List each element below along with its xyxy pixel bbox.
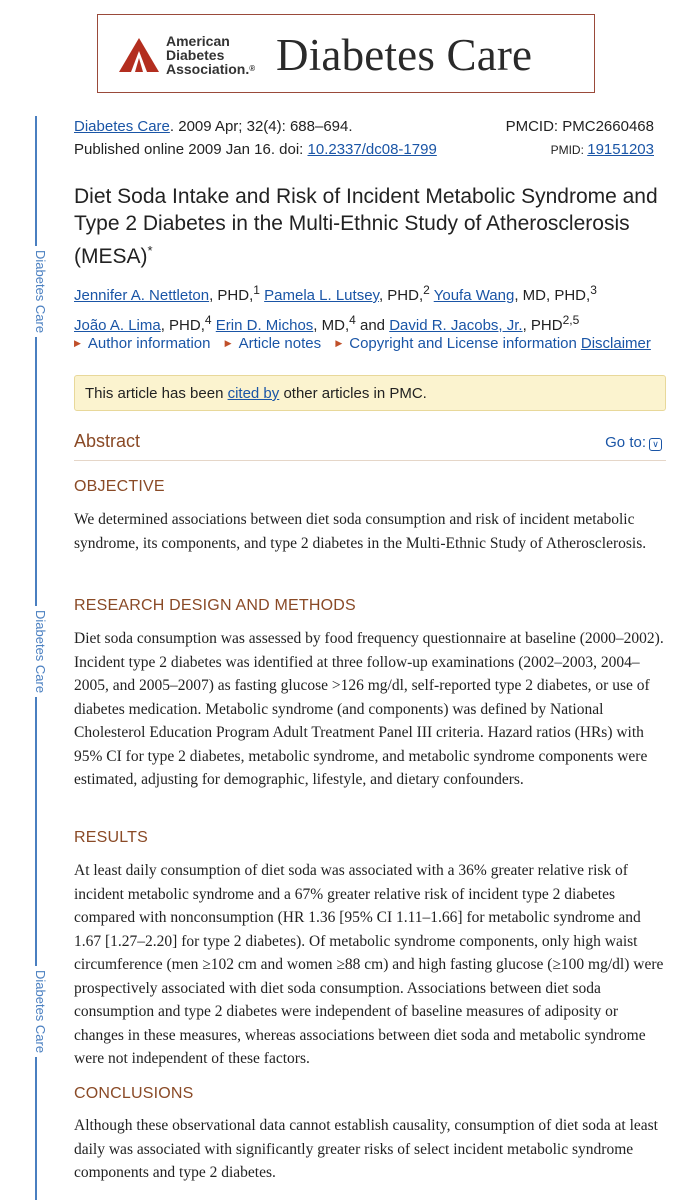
author-list: Jennifer A. Nettleton, PHD,$^1$ Pamela L. Lutsey, PHD,$^2$ Youfa Wang, MD, PHD,$^3$ João A. Lima, PHD,$^4$ Erin D. Michos, MD,$^4$ and David R. Jacobs, Jr., PHD$^{2,5}$ [74,283,597,334]
author-link[interactable]: David R. Jacobs, Jr. [389,317,523,334]
journal-banner[interactable] [97,14,595,93]
cited-by-notice: This article has been cited by other articles in PMC. [74,375,666,411]
article-meta-links [74,335,674,352]
triangle-right-icon: ▶ [335,338,343,348]
pmcid: PMCID: PMC2660468 [505,118,654,135]
pmid-link[interactable]: 19151203 [587,141,654,158]
section-heading-conclusions: CONCLUSIONS [74,1085,194,1102]
sidebar-label: Diabetes Care [24,246,48,337]
chevron-down-icon: ∨ [649,438,662,451]
section-heading-objective: OBJECTIVE [74,478,165,495]
citation-line: Diabetes Care. 2009 Apr; 32(4): 688–694. [74,118,353,135]
author-link[interactable]: Pamela L. Lutsey [264,287,379,304]
author-information-toggle[interactable]: ▶ Author information [74,335,211,352]
abstract-heading: Abstract [74,431,141,451]
author-link[interactable]: João A. Lima [74,317,161,334]
cited-by-link[interactable]: cited by [227,385,280,402]
triangle-right-icon: ▶ [74,338,81,348]
section-text-methods: Diet soda consumption was assessed by food frequency questionnaire at baseline (2000–2002). Incident type 2 diabetes was identified at three follow-up examinations (2002–2003, 2004–2005, and 2005–2007) as fasting glucose >126 mg/dl, self-reported type 2 diabetes, or use of diabetes medication. Metabolic syndrome (and components) was defined by National Cholesterol Education Program Adult Treatment Panel III criteria. Hazard ratios (HRs) with 95% CI for type 2 diabetes, metabolic syndrome, and metabolic syndrome components were estimated, adjusting for demographic, lifestyle, and dietary confounders. [74,630,664,788]
section-heading-results: RESULTS [74,829,149,846]
goto-menu[interactable]: Go to: ∨ [605,434,662,451]
disclaimer-link[interactable]: Disclaimer [580,335,651,352]
ada-wordmark: American Diabetes Association.® [166,33,256,77]
author-link[interactable]: Jennifer A. Nettleton [74,287,210,304]
doi-link[interactable]: 10.2337/dc08-1799 [307,141,437,158]
journal-title: Diabetes Care [276,30,533,80]
pmid: PMID: 19151203 [550,141,654,158]
sidebar-label: Diabetes Care [24,966,48,1057]
section-text-results: At least daily consumption of diet soda was associated with a 36% greater relative risk of incident metabolic syndrome and a 67% greater relative risk of incident type 2 diabetes compared with nonconsumption (HR 1.36 [95% CI 1.11–1.66] for metabolic syndrome and 1.67 [1.27–2.20] for type 2 diabetes). Of metabolic syndrome components, only high waist circumference (men ≥102 cm and women ≥88 cm) and high fasting glucose (≥100 mg/dl) were prospectively associated with diet soda consumption. Associations between diet soda consumption and type 2 diabetes were independent of baseline measures of adiposity or changes in these measures, whereas associations between diet soda and metabolic syndrome were not independent of these factors. [74,862,664,1067]
section-heading-methods: RESEARCH DESIGN AND METHODS [74,597,356,614]
copyright-toggle[interactable]: ▶ Copyright and License information [335,335,577,352]
sidebar-label: Diabetes Care [24,606,48,697]
triangle-right-icon: ▶ [224,338,232,348]
section-text-objective: We determined associations between diet soda consumption and risk of incident metabolic syndrome, its components, and type 2 diabetes in the Multi-Ethnic Study of Atherosclerosis. [74,511,647,552]
published-line: Published online 2009 Jan 16. doi: 10.2337/dc08-1799 [74,141,437,158]
abstract-divider [74,460,666,461]
ada-logo-icon [118,37,160,73]
author-link[interactable]: Youfa Wang [433,287,515,304]
section-text-conclusions: Although these observational data cannot establish causality, consumption of diet soda at least daily was associated with significantly greater risks of select incident metabolic syndrome components and type 2 diabetes. [74,1117,658,1181]
journal-link[interactable]: Diabetes Care [74,118,170,135]
article-notes-toggle[interactable]: ▶ Article notes [224,335,322,352]
author-link[interactable]: Erin D. Michos [215,317,314,334]
article-title: Diet Soda Intake and Risk of Incident Metabolic Syndrome and Type 2 Diabetes in the Multi-Ethnic Study of Atherosclerosis (MESA)* [74,185,658,268]
